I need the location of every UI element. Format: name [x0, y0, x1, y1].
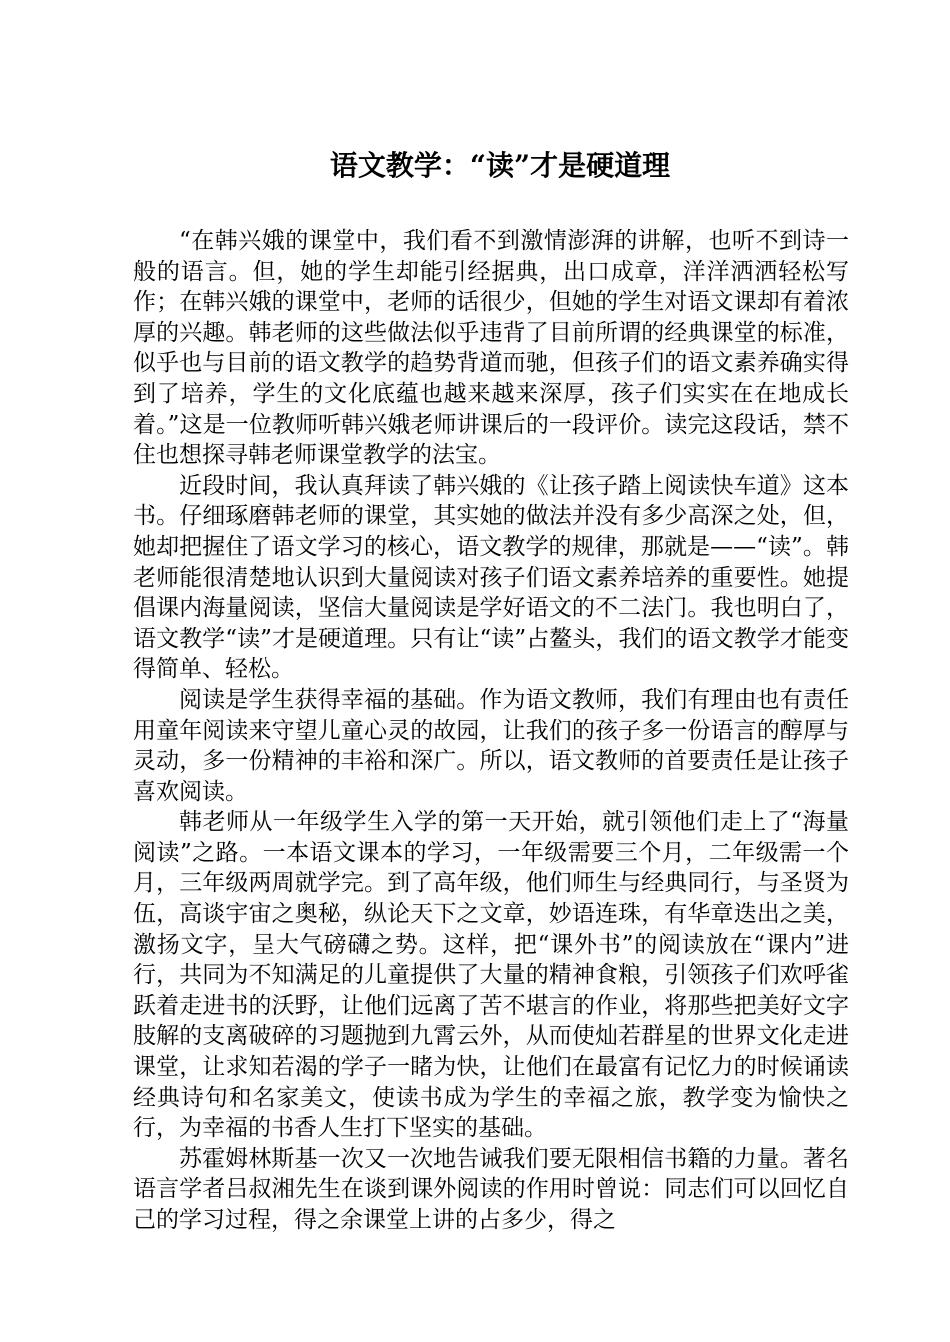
paragraph: 阅读是学生获得幸福的基础。作为语文教师，我们有理由也有责任用童年阅读来守望儿童心灵的故园，让我们的孩子多一份语言的醇厚与灵动，多一份精神的丰裕和深广。所以，语文教师的首要责任是让孩子喜欢阅读。	[133, 686, 849, 805]
paragraph: “在韩兴娥的课堂中，我们看不到激情澎湃的讲解，也听不到诗一般的语言。但，她的学生却能引经据典，出口成章，洋洋洒洒轻松写作；在韩兴娥的课堂中，老师的话很少，但她的学生对语文课却有着浓厚的兴趣。韩老师的这些做法似乎违背了目前所谓的经典课堂的标准，似乎也与目前的语文教学的趋势背道而驰，但孩子们的语文素养确实得到了培养，学生的文化底蕴也越来越来深厚，孩子们实实在在地成长着。”这是一位教师听韩兴娥老师讲课后的一段评价。读完这段话，禁不住也想探寻韩老师课堂教学的法宝。	[133, 228, 849, 469]
paragraph: 韩老师从一年级学生入学的第一天开始，就引领他们走上了“海量阅读”之路。一本语文课本的学习，一年级需要三个月，二年级需一个月，三年级两周就学完。到了高年级，他们师生与经典同行，与圣贤为伍，高谈宇宙之奥秘，纵论天下之文章，妙语连珠，有华章迭出之美，激扬文字，呈大气磅礴之势。这样，把“课外书”的阅读放在“课内”进行，共同为不知满足的儿童提供了大量的精神食粮，引领孩子们欢呼雀跃着走进书的沃野，让他们远离了苦不堪言的作业，将那些把美好文字肢解的支离破碎的习题抛到九霄云外，从而使灿若群星的世界文化走进课堂，让求知若渴的学子一睹为快，让他们在最富有记忆力的时候诵读经典诗句和名家美文，使读书成为学生的幸福之旅，教学变为愉快之行，为幸福的书香人生打下坚实的基础。	[133, 809, 849, 1142]
document-body	[133, 226, 849, 1236]
paragraph: 苏霍姆林斯基一次又一次地告诫我们要无限相信书籍的力量。著名语言学者吕叔湘先生在谈到课外阅读的作用时曾说：同志们可以回忆自己的学习过程，得之余课堂上讲的占多少，得之	[133, 1145, 849, 1233]
document-title: 语文教学：“读”才是硬道理	[329, 149, 671, 182]
paragraph: 近段时间，我认真拜读了韩兴娥的《让孩子踏上阅读快车道》这本书。仔细琢磨韩老师的课堂，其实她的做法并没有多少高深之处，但，她却把握住了语文学习的核心，语文教学的规律，那就是——“读”。韩老师能很清楚地认识到大量阅读对孩子们语文素养培养的重要性。她提倡课内海量阅读，坚信大量阅读是学好语文的不二法门。我也明白了，语文教学“读”才是硬道理。只有让“读”占鳌头，我们的语文教学才能变得简单、轻松。	[133, 472, 849, 683]
